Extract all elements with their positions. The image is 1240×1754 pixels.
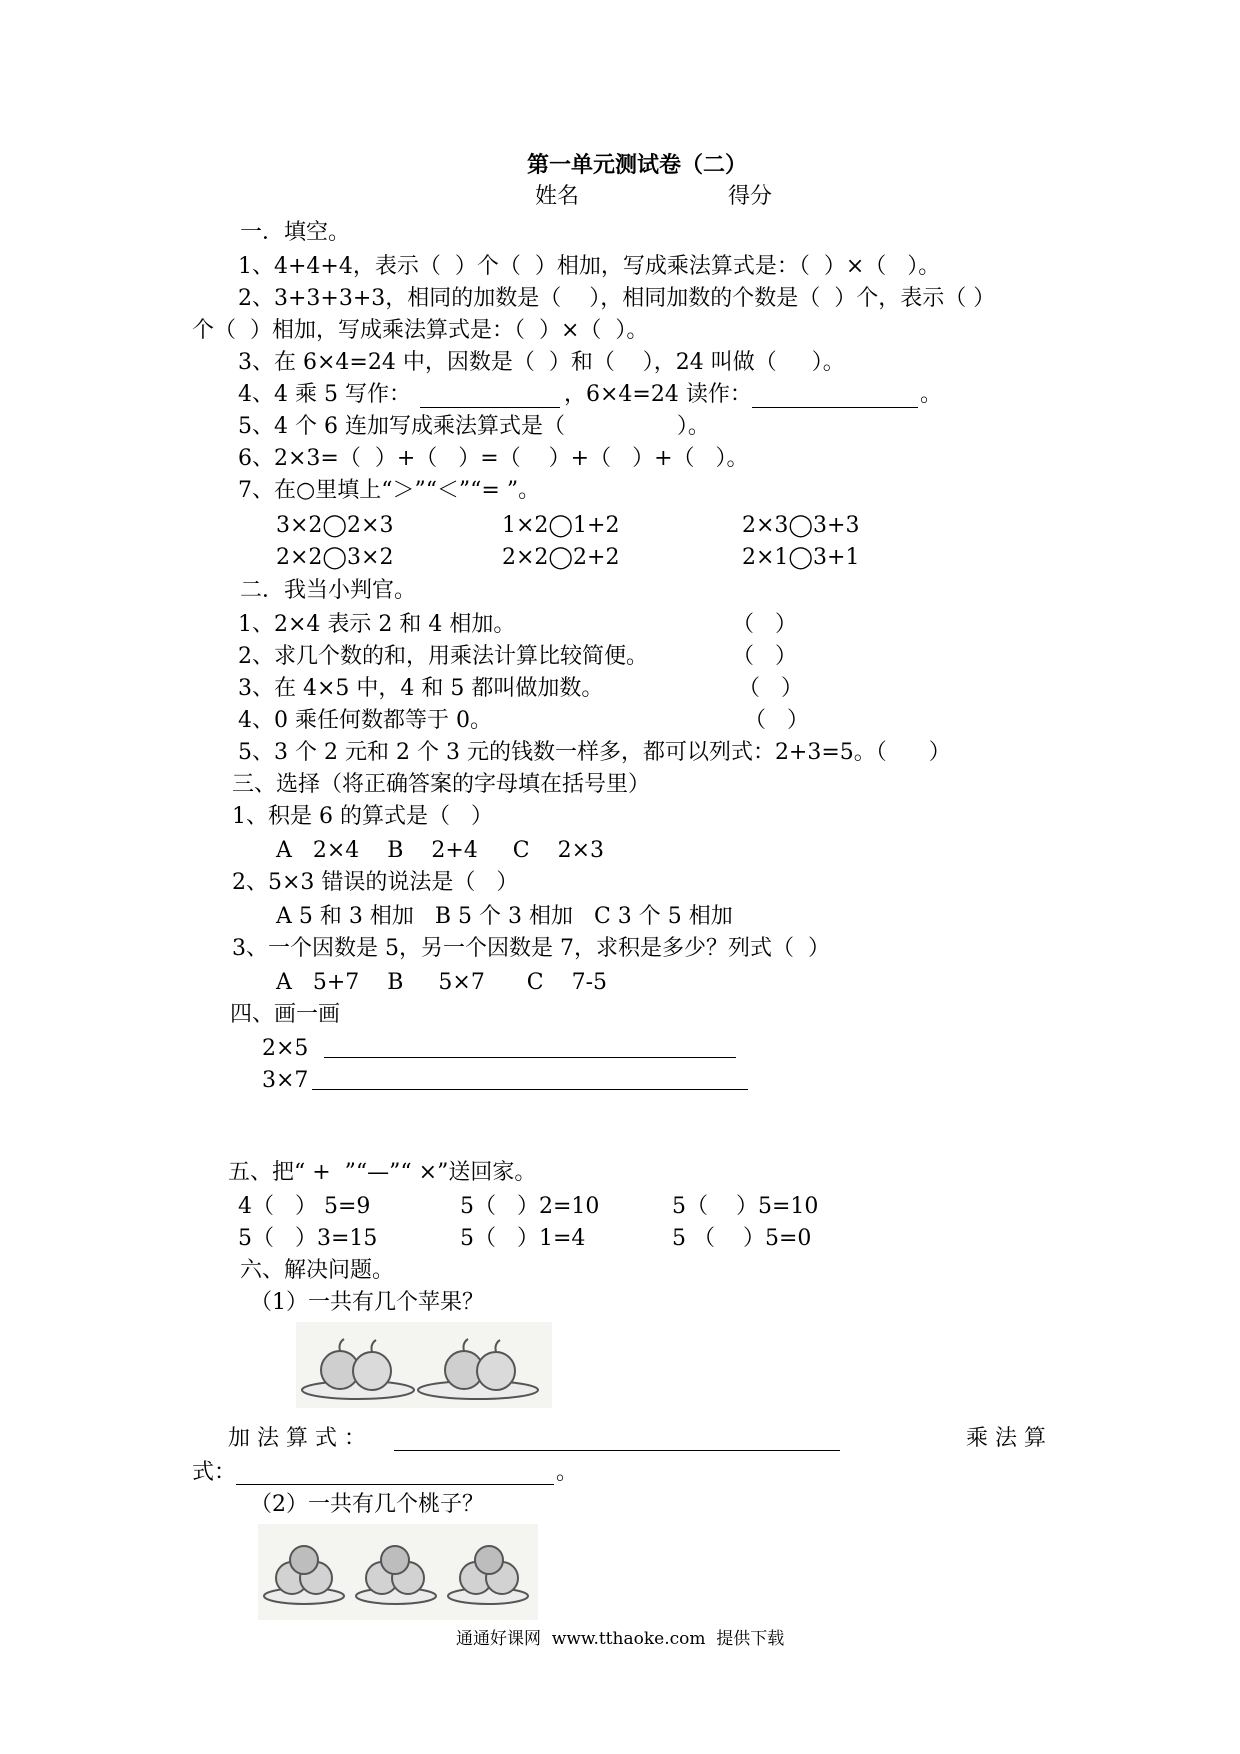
s1-q1: 1、4+4+4，表示（ ）个（ ）相加，写成乘法算式是：（ ）×（ ）。: [238, 254, 941, 279]
s6-p2: （2）一共有几个桃子？: [250, 1492, 484, 1517]
footer-source: 通通好课网 www.tthaoke.com 提供下载: [456, 1629, 785, 1649]
operator-item: 5（ ）3=15: [238, 1226, 378, 1251]
s6-p1: （1）一共有几个苹果？: [250, 1290, 484, 1315]
operator-item: 4（ ） 5=9: [238, 1194, 371, 1219]
answer-line[interactable]: [420, 407, 560, 408]
s2-q5: 5、3 个 2 元和 2 个 3 元的钱数一样多，都可以列式：2+3=5。（ ）: [238, 740, 951, 765]
peaches-picture: [258, 1524, 538, 1620]
s3-q2-options: A 5 和 3 相加 B 5 个 3 相加 C 3 个 5 相加: [276, 904, 733, 929]
judge-paren[interactable]: （ ）: [744, 708, 809, 733]
judge-paren[interactable]: （ ）: [738, 676, 803, 701]
s1-q4a: 4、4 乘 5 写作：: [238, 382, 411, 407]
operator-item: 5 （ ）5=0: [672, 1226, 812, 1251]
section5-heading: 五、把“ + ”“—”“ ×”送回家。: [228, 1160, 537, 1185]
s1-q7: 7、在○里填上“＞”“＜”“= ”。: [238, 478, 541, 503]
s1-q2a: 2、3+3+3+3，相同的加数是（ ），相同加数的个数是（ ）个，表示（ ）: [238, 286, 996, 311]
compare-item: 2×2◯2+2: [502, 545, 620, 570]
operator-item: 5（ ）2=10: [460, 1194, 600, 1219]
s3-q1-options: A 2×4 B 2+4 C 2×3: [276, 838, 605, 863]
s2-q3: 3、在 4×5 中，4 和 5 都叫做加数。: [238, 676, 604, 701]
section2-heading: 二．我当小判官。: [240, 578, 417, 603]
s1-q4b: ，6×4=24 读作：: [564, 382, 752, 407]
s3-q2: 2、5×3 错误的说法是（ ）: [232, 870, 519, 895]
s1-q5: 5、4 个 6 连加写成乘法算式是（ ）。: [238, 414, 710, 439]
multiplication-label-a: 乘 法 算: [966, 1426, 1046, 1451]
s3-q3: 3、一个因数是 5，另一个因数是 7，求积是多少？列式（ ）: [232, 936, 830, 961]
end-mark: 。: [556, 1460, 579, 1485]
draw-line[interactable]: [312, 1089, 748, 1090]
section3-heading: 三、选择（将正确答案的字母填在括号里）: [232, 772, 651, 797]
s2-q1: 1、2×4 表示 2 和 4 相加。: [238, 612, 516, 637]
section1-heading: 一．填空。: [240, 220, 351, 245]
score-label: 得分: [728, 184, 773, 209]
draw-row-label: 2×5: [262, 1036, 309, 1061]
operator-item: 5（ ）5=10: [672, 1194, 819, 1219]
section6-heading: 六、解决问题。: [240, 1258, 395, 1283]
compare-item: 2×2◯3×2: [276, 545, 394, 570]
s1-q4c: 。: [920, 382, 943, 407]
s1-q2b: 个（ ）相加，写成乘法算式是：（ ）×（ ）。: [192, 318, 649, 343]
compare-item: 2×1◯3+1: [742, 545, 860, 570]
s1-q3: 3、在 6×4=24 中，因数是（ ）和（ ），24 叫做（ ）。: [238, 350, 845, 375]
apples-picture: [296, 1322, 552, 1408]
draw-line[interactable]: [324, 1057, 736, 1058]
s3-q3-options: A 5+7 B 5×7 C 7-5: [276, 970, 608, 995]
judge-paren[interactable]: （ ）: [732, 612, 797, 637]
draw-row-label: 3×7: [262, 1068, 309, 1093]
s3-q1: 1、积是 6 的算式是（ ）: [232, 804, 493, 829]
operator-item: 5（ ）1=4: [460, 1226, 586, 1251]
answer-line[interactable]: [236, 1484, 554, 1485]
addition-label: 加 法 算 式 ：: [228, 1426, 366, 1451]
s2-q2: 2、求几个数的和，用乘法计算比较简便。: [238, 644, 648, 669]
s1-q6: 6、2×3=（ ）+（ ）=（ ）+（ ）+（ ）。: [238, 446, 749, 471]
multiplication-label-b: 式：: [192, 1460, 237, 1485]
name-label: 姓名: [535, 184, 580, 209]
compare-item: 1×2◯1+2: [502, 513, 620, 538]
compare-item: 2×3◯3+3: [742, 513, 860, 538]
page-title: 第一单元测试卷（二）: [527, 152, 748, 178]
answer-line[interactable]: [752, 407, 918, 408]
s2-q4: 4、0 乘任何数都等于 0。: [238, 708, 492, 733]
answer-line[interactable]: [394, 1450, 840, 1451]
judge-paren[interactable]: （ ）: [732, 644, 797, 669]
section4-heading: 四、画一画: [230, 1002, 341, 1027]
compare-item: 3×2◯2×3: [276, 513, 394, 538]
